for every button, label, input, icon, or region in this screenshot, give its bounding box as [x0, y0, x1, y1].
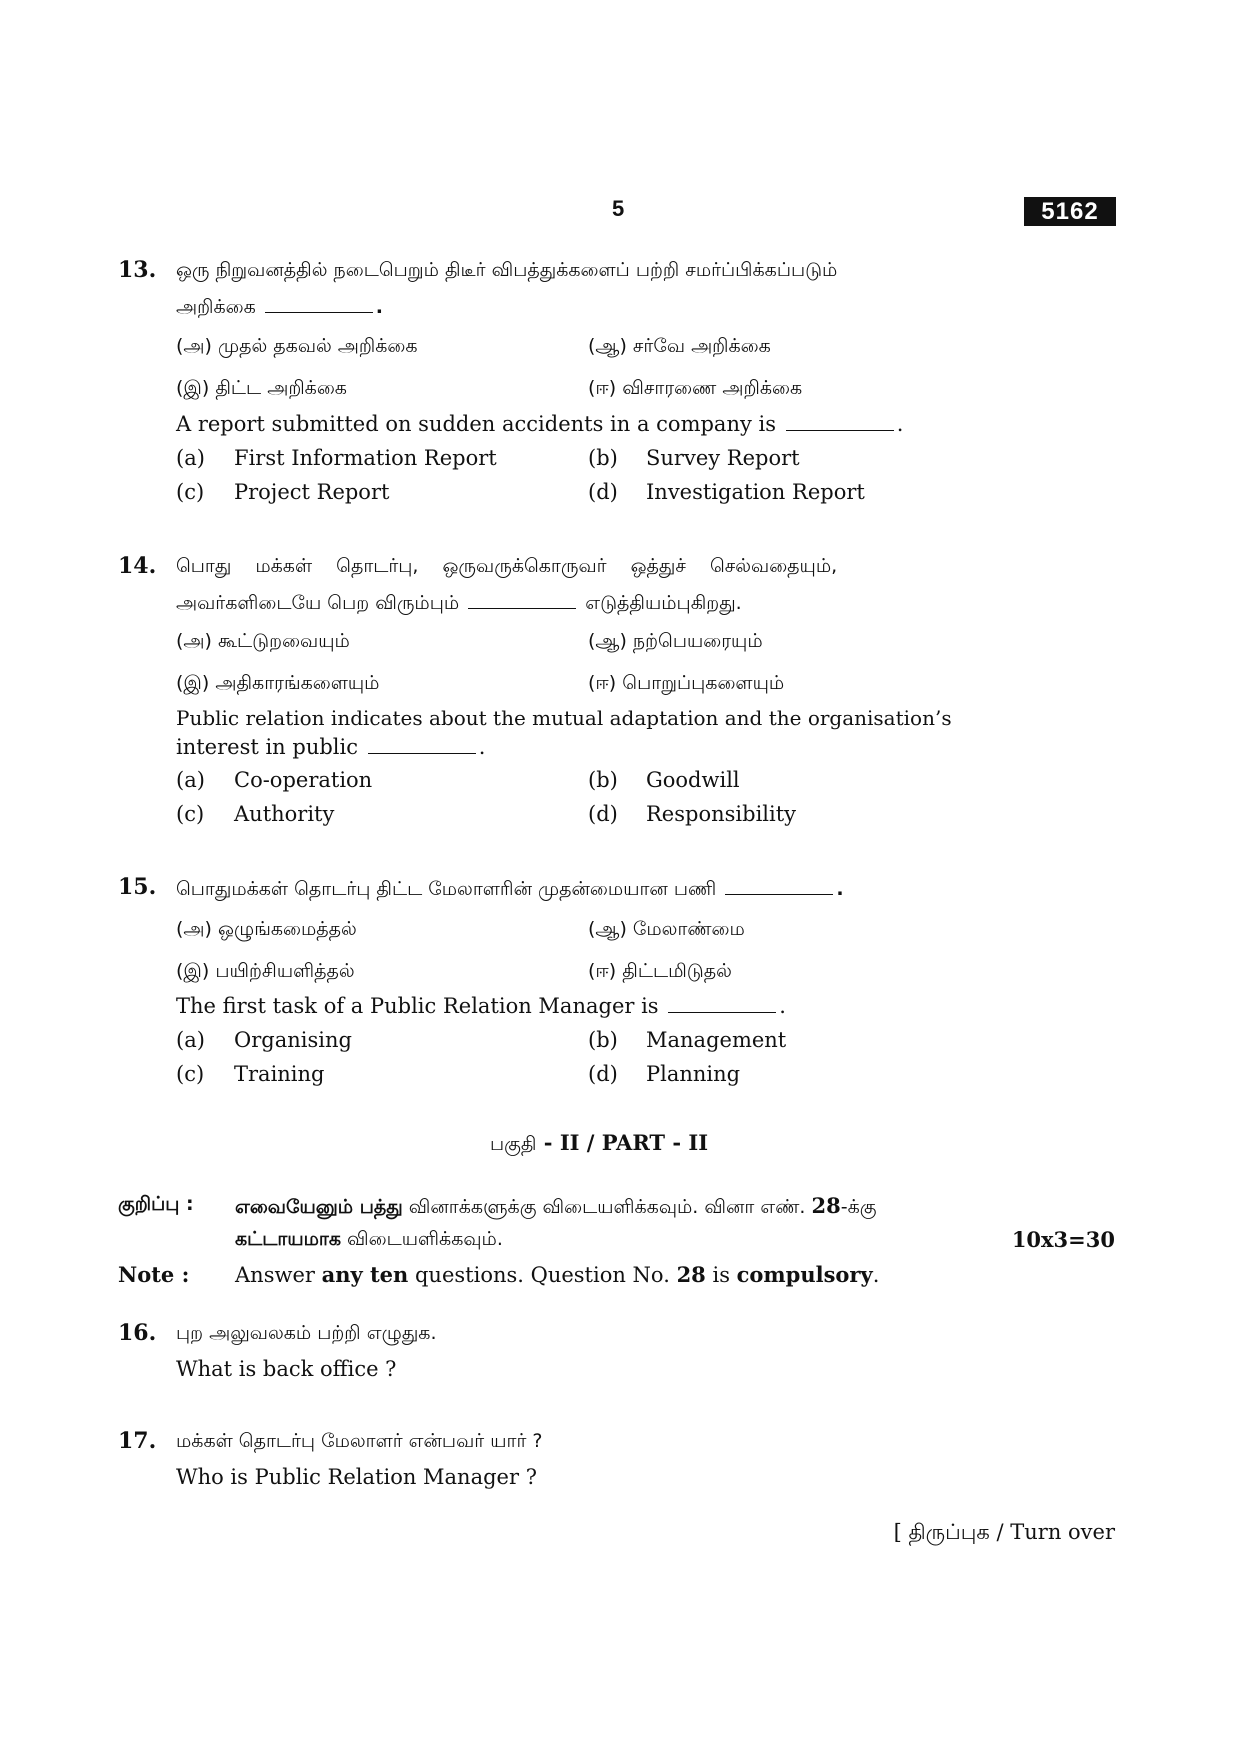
english-option: (c) Authority — [176, 802, 335, 826]
note-english-label: Note : — [118, 1262, 190, 1287]
question-tamil-line: பொதுமக்கள் தொடர்பு திட்ட மேலாளரின் முதன்மையான பணி . — [176, 878, 844, 900]
question-tamil-line: பொது மக்கள் தொடர்பு, ஒருவருக்கொருவர் ஒத்துச் செல்வதையும், — [176, 555, 838, 577]
tamil-option: (அ) ஒழுங்கமைத்தல் — [176, 918, 357, 940]
tamil-option: (இ) திட்ட அறிக்கை — [176, 377, 347, 399]
question-number: 13. — [118, 257, 157, 283]
english-option: (c) Training — [176, 1062, 325, 1086]
question-english-line: Public relation indicates about the mutual adaptation and the organisation’s — [176, 706, 952, 730]
section-heading: பகுதி - II / PART - II — [490, 1130, 709, 1155]
page-number: 5 — [612, 196, 625, 221]
note-tamil-line: எவையேனும் பத்து வினாக்களுக்கு விடையளிக்கவும். வினா எண். 28-க்கு — [235, 1193, 877, 1218]
marks-allocation: 10x3=30 — [1011, 1227, 1115, 1252]
question-tamil-line: புற அலுவலகம் பற்றி எழுதுக. — [176, 1322, 437, 1344]
question-number: 15. — [118, 874, 157, 900]
question-tamil-line: அவர்களிடையே பெற விரும்பும் எடுத்தியம்புகிறது. — [176, 592, 742, 614]
english-option: (b) Management — [588, 1028, 787, 1052]
answer-blank — [668, 994, 776, 1013]
english-option: (c) Project Report — [176, 480, 390, 504]
english-option: (d) Investigation Report — [588, 480, 865, 504]
question-tamil-line: மக்கள் தொடர்பு மேலாளர் என்பவர் யார் ? — [176, 1430, 543, 1452]
answer-blank — [725, 876, 833, 895]
note-english-line: Answer any ten questions. Question No. 28 is compulsory. — [235, 1262, 880, 1287]
english-option: (a) Organising — [176, 1028, 352, 1052]
tamil-option: (இ) அதிகாரங்களையும் — [176, 672, 380, 694]
answer-blank — [786, 412, 894, 431]
question-tamil-line: அறிக்கை . — [176, 296, 384, 318]
tamil-option: (ஆ) மேலாண்மை — [588, 918, 745, 940]
english-option: (d) Planning — [588, 1062, 741, 1086]
question-english-line: What is back office ? — [176, 1357, 397, 1381]
tamil-option: (இ) பயிற்சியளித்தல் — [176, 960, 355, 982]
english-option: (b) Survey Report — [588, 446, 800, 470]
answer-blank — [265, 294, 373, 313]
note-tamil-label: குறிப்பு : — [118, 1193, 194, 1215]
english-option: (d) Responsibility — [588, 802, 797, 826]
tamil-option: (ஆ) சர்வே அறிக்கை — [588, 335, 771, 357]
tamil-option: (அ) முதல் தகவல் அறிக்கை — [176, 335, 418, 357]
question-english-line: A report submitted on sudden accidents in a company is . — [176, 412, 904, 436]
question-number: 17. — [118, 1428, 157, 1454]
answer-blank — [468, 590, 576, 609]
tamil-option: (ஈ) விசாரணை அறிக்கை — [588, 377, 803, 399]
english-option: (a) First Information Report — [176, 446, 497, 470]
english-option: (a) Co-operation — [176, 768, 373, 792]
note-tamil-line: கட்டாயமாக விடையளிக்கவும். — [235, 1228, 503, 1250]
paper-code-badge: 5162 — [1024, 197, 1116, 226]
question-number: 16. — [118, 1320, 157, 1346]
english-option: (b) Goodwill — [588, 768, 740, 792]
question-english-line: Who is Public Relation Manager ? — [176, 1465, 537, 1489]
question-tamil-line: ஒரு நிறுவனத்தில் நடைபெறும் திடீர் விபத்துக்களைப் பற்றி சமர்ப்பிக்கப்படும் — [176, 259, 838, 281]
turn-over-note: [ திருப்புக / Turn over — [893, 1520, 1115, 1544]
tamil-option: (ஈ) பொறுப்புகளையும் — [588, 672, 785, 694]
answer-blank — [368, 735, 476, 754]
tamil-option: (ஈ) திட்டமிடுதல் — [588, 960, 732, 982]
tamil-option: (அ) கூட்டுறவையும் — [176, 630, 350, 652]
question-english-line: interest in public . — [176, 735, 486, 759]
tamil-option: (ஆ) நற்பெயரையும் — [588, 630, 763, 652]
question-english-line: The first task of a Public Relation Manager is . — [176, 994, 786, 1018]
question-number: 14. — [118, 553, 157, 579]
